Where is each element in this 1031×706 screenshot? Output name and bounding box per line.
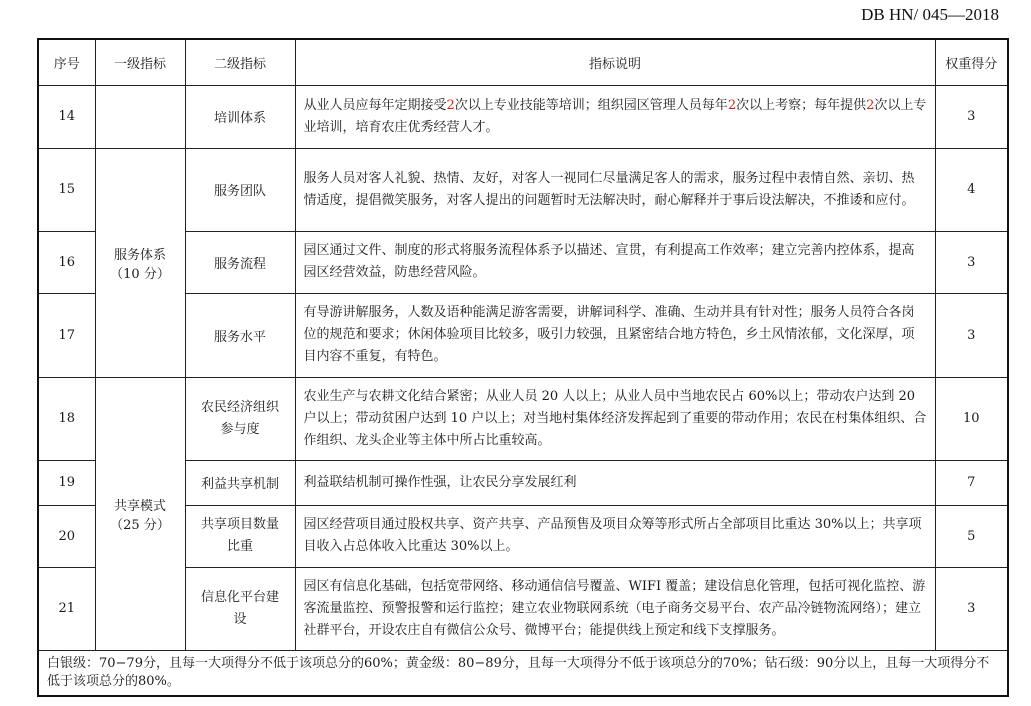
header-seq: 序号 (38, 39, 95, 85)
level1-score: （10 分） (110, 266, 170, 282)
row-seq: 14 (38, 85, 95, 148)
row-weight: 5 (935, 505, 1008, 567)
row-desc: 利益联结机制可操作性强，让农民分享发展红利 (295, 460, 935, 505)
table-footer-row (38, 650, 1008, 696)
level1-share-group (95, 377, 185, 650)
row-weight: 3 (935, 293, 1008, 377)
row-desc: 园区有信息化基础，包括宽带网络、移动通信信号覆盖、WIFI 覆盖；建设信息化管理，包括可视化监控、游客流量监控、预警报警和运行监控；建立农业物联网系统（电子商务交易平台、农产品冷链物流网络）；建立社群平台，开设农庄自有微信公众号、微博平台；能提供线上预定和线下支撑服务。 (295, 567, 935, 650)
row-seq: 16 (38, 231, 95, 293)
table-header-row (38, 39, 1008, 85)
table-row (38, 148, 1008, 231)
row-seq: 20 (38, 505, 95, 567)
header-level1: 一级指标 (95, 39, 185, 85)
table-row (38, 377, 1008, 460)
row-desc: 有导游讲解服务，人数及语种能满足游客需要，讲解词科学、准确、生动并具有针对性；服务人员符合各岗位的规范和要求；休闲体验项目比较多，吸引力较强，且紧密结合地方特色，乡土风情浓郁，文化深厚，项目内容不重复，有特色。 (295, 293, 935, 377)
header-desc: 指标说明 (295, 39, 935, 85)
level1-service-group (95, 148, 185, 377)
row-desc: 从业人员应每年定期接受2次以上专业技能等培训；组织园区管理人员每年2次以上考察；每年提供2次以上专业培训，培育农庄优秀经营人才。 (295, 85, 935, 148)
row-seq: 17 (38, 293, 95, 377)
row-weight: 3 (935, 231, 1008, 293)
row-level2: 共享项目数量 比重 (185, 505, 295, 567)
row-level1-empty (95, 85, 185, 148)
row-desc: 园区经营项目通过股权共享、资产共享、产品预售及项目众筹等形式所占全部项目比重达 30%以上；共享项目收入占总体收入比重达 30%以上。 (295, 505, 935, 567)
table-row (38, 85, 1008, 148)
row-weight: 7 (935, 460, 1008, 505)
grading-note: 白银级：70−79分，且每一大项得分不低于该项总分的60%；黄金级：80−89分，且每一大项得分不低于该项总分的70%；钻石级：90分以上，且每一大项得分不低于该项总分的80%。 (38, 650, 1008, 696)
level1-name: 服务体系 (113, 247, 166, 263)
evaluation-table (37, 38, 1009, 697)
row-level2: 培训体系 (185, 85, 295, 148)
row-desc: 农业生产与农耕文化结合紧密；从业人员 20 人以上；从业人员中当地农民占 60%以上；带动农户达到 20 户以上；带动贫困户达到 10 户以上；对当地村集体经济发挥起到了重要的带动作用；农民在村集体组织、合作组织、龙头企业等主体中所占比重较高。 (295, 377, 935, 460)
row-seq: 21 (38, 567, 95, 650)
row-seq: 18 (38, 377, 95, 460)
row-desc: 服务人员对客人礼貌、热情、友好，对客人一视同仁尽量满足客人的需求，服务过程中表情自然、亲切、热情适度，提倡微笑服务，对客人提出的问题暂时无法解决时，耐心解释并于事后设法解决，不推诿和应付。 (295, 148, 935, 231)
document-code: DB HN/ 045—2018 (861, 5, 999, 24)
row-weight: 3 (935, 85, 1008, 148)
row-level2: 利益共享机制 (185, 460, 295, 505)
level1-name: 共享模式 (113, 498, 166, 514)
header-level2: 二级指标 (185, 39, 295, 85)
row-seq: 19 (38, 460, 95, 505)
row-level2: 服务团队 (185, 148, 295, 231)
row-level2: 信息化平台建 设 (185, 567, 295, 650)
row-level2: 服务流程 (185, 231, 295, 293)
row-level2: 服务水平 (185, 293, 295, 377)
row-weight: 10 (935, 377, 1008, 460)
level1-score: （25 分） (110, 517, 170, 533)
header-weight: 权重得分 (935, 39, 1008, 85)
row-weight: 3 (935, 567, 1008, 650)
row-level2: 农民经济组织 参与度 (185, 377, 295, 460)
row-weight: 4 (935, 148, 1008, 231)
row-seq: 15 (38, 148, 95, 231)
row-desc: 园区通过文件、制度的形式将服务流程体系予以描述、宣贯，有利提高工作效率；建立完善内控体系，提高园区经营效益，防患经营风险。 (295, 231, 935, 293)
